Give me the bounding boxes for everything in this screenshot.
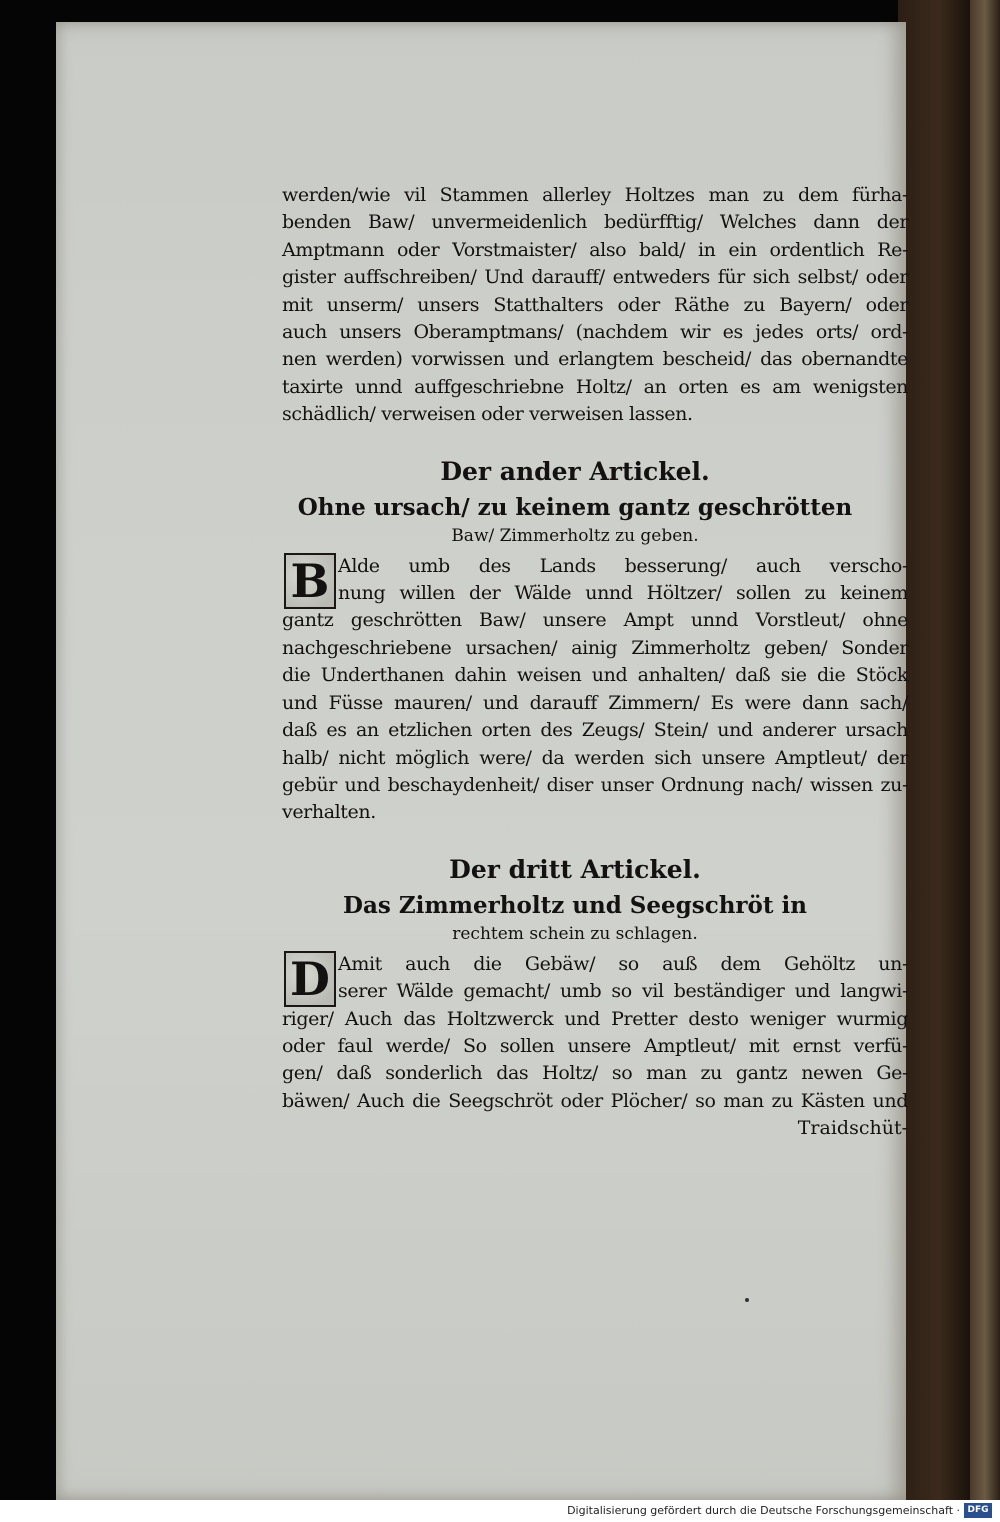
text-line: halb/ nicht möglich were/ da werden sich unsere Amptleut/ der [282,746,908,769]
text-line: verhalten. [282,801,376,824]
article-2-subtitle: Ohne ursach/ zu keinem gantz geschrötten [297,493,853,521]
decorated-initial: D [284,951,336,1007]
page-text [282,182,908,1142]
text-line: die Underthanen dahin weisen und anhalten/ daß sie die Stöck [282,664,908,687]
catchword: Traidschüt- [797,1117,908,1140]
text-line: nung willen der Wälde unnd Höltzer/ sollen zu keinem [338,582,908,605]
article-3-paragraph [282,951,908,1115]
text-line: oder faul werde/ So sollen unsere Amptleut/ mit ernst verfü- [282,1034,908,1057]
article-2-paragraph [282,553,908,827]
text-line: werden/wie vil Stammen allerley Holtzes man zu dem fürha- [282,184,908,206]
footer-bar [0,1500,1000,1522]
text-line: taxirte unnd auffgeschriebne Holtz/ an orten es am wenigsten [282,375,908,398]
book-edge-strip [970,0,1000,1500]
text-line: riger/ Auch das Holtzwerck und Pretter desto weniger wurmig [282,1007,908,1030]
text-line: gantz geschrötten Baw/ unsere Ampt unnd Vorstleut/ ohne [282,609,908,632]
paper-speck [745,1298,749,1302]
text-line: bäwen/ Auch die Seegschröt oder Plöcher/ so man zu Kästen und [282,1089,908,1112]
text-line: auch unsers Oberamptmans/ (nachdem wir es jedes orts/ ord- [282,321,908,344]
article-3-subtitle-cont: rechtem schein zu schlagen. [452,923,698,944]
article-2-subtitle-cont: Baw/ Zimmerholtz zu geben. [451,525,699,546]
text-line: gen/ daß sonderlich das Holtz/ so man zu gantz newen Ge- [282,1062,908,1085]
text-line: gebür und beschaydenheit/ diser unser Ordnung nach/ wissen zu- [282,773,908,796]
intro-paragraph [282,182,908,429]
decorated-initial: B [284,553,336,609]
text-line: Amptmann oder Vorstmaister/ also bald/ in ein ordentlich Re- [282,238,908,261]
text-line: Amit auch die Gebäw/ so auß dem Gehöltz un- [338,952,908,975]
text-line: serer Wälde gemacht/ umb so vil beständiger und langwi- [338,980,908,1003]
article-2-heading: Der ander Artickel. [440,456,710,486]
text-line: und Füsse mauren/ und darauff Zimmern/ Es were dann sach/ [282,691,908,714]
text-line: daß es an etzlichen orten des Zeugs/ Stein/ und anderer ursach [282,719,908,742]
text-line: benden Baw/ unvermeidenlich bedürfftig/ Welches dann der [282,211,908,234]
article-3-subtitle: Das Zimmerholtz und Seegschröt in [343,891,807,919]
text-line: gister auffschreiben/ Und darauff/ entweders für sich selbst/ oder [282,266,908,289]
text-line: nen werden) vorwissen und erlangtem bescheid/ das obernandte [282,348,908,371]
text-line: mit unserm/ unsers Statthalters oder Räthe zu Bayern/ oder [282,293,908,316]
funding-credit: Digitalisierung gefördert durch die Deutsche Forschungsgemeinschaft · [567,1504,960,1517]
text-line: Alde umb des Lands besserung/ auch verscho- [338,554,908,577]
dfg-logo-icon: DFG [964,1503,992,1518]
text-line: schädlich/ verweisen oder verweisen lassen. [282,403,693,426]
text-line: nachgeschriebene ursachen/ ainig Zimmerholtz geben/ Sonder [282,636,908,659]
article-3-heading: Der dritt Artickel. [449,854,701,884]
